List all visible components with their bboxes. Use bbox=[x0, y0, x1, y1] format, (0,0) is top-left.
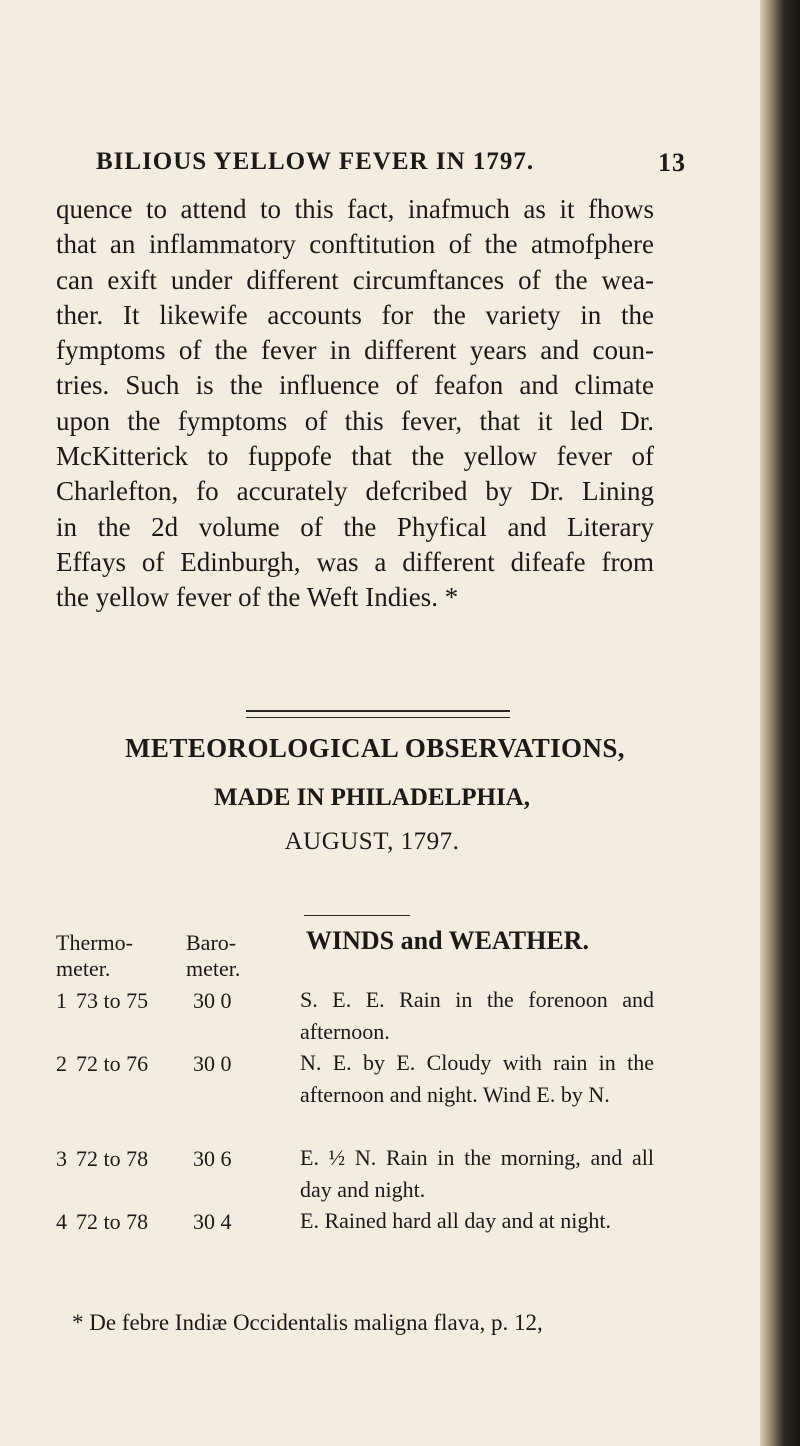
barometer-column-header bbox=[186, 930, 240, 982]
table-row-day: 3 bbox=[56, 1146, 67, 1171]
table-row-thermometer: 72 to 78 bbox=[76, 1209, 149, 1234]
body-line: in the 2d volume of the Phyfical and Literary bbox=[56, 511, 654, 542]
running-title: BILIOUS YELLOW FEVER IN 1797. bbox=[96, 148, 535, 175]
body-line: can exift under different circumftances of the wea- bbox=[56, 264, 654, 295]
table-row-barometer: 30 0 bbox=[193, 1051, 232, 1076]
table-row-day: 2 bbox=[56, 1051, 67, 1076]
table-row-winds: S. E. E. Rain in the forenoon and afternoon. bbox=[300, 987, 654, 1044]
thermometer-column-header bbox=[56, 930, 133, 982]
table-row-day: 1 bbox=[56, 988, 67, 1013]
table-row-thermometer: 72 to 76 bbox=[76, 1051, 149, 1076]
table-row-barometer: 30 4 bbox=[193, 1209, 232, 1234]
table-row-winds: E. Rained hard all day and at night. bbox=[300, 1208, 611, 1233]
section-subtitle: MADE IN PHILADELPHIA, bbox=[214, 784, 530, 811]
body-line: the yellow fever of the Weft Indies. * bbox=[56, 582, 459, 613]
table-row-day: 4 bbox=[56, 1209, 67, 1234]
body-line: Effays of Edinburgh, was a different difeafe from bbox=[56, 546, 654, 577]
body-line: ther. It likewife accounts for the variety in the bbox=[56, 299, 654, 330]
body-line: tries. Such is the influence of feafon and climate bbox=[56, 370, 654, 401]
body-line: quence to attend to this fact, inafmuch as it fhows bbox=[56, 194, 654, 224]
thermometer-header-line2: meter. bbox=[56, 956, 111, 981]
page-number: 13 bbox=[658, 148, 686, 177]
table-row-barometer: 30 6 bbox=[193, 1146, 232, 1171]
table-row-winds: N. E. by E. Cloudy with rain in the afternoon and night. Wind E. by N. bbox=[300, 1050, 654, 1107]
table-row-thermometer: 72 to 78 bbox=[76, 1146, 149, 1171]
body-line: that an inflammatory conftitution of the atmofphere bbox=[56, 229, 654, 260]
body-line: Charlefton, fo accurately defcribed by Dr. Lining bbox=[56, 476, 654, 507]
section-date: AUGUST, 1797. bbox=[284, 828, 460, 855]
footnote: * De febre Indiæ Occidentalis maligna flava, p. 12, bbox=[72, 1310, 543, 1335]
table-row-winds: E. ½ N. Rain in the morning, and all day and night. bbox=[300, 1145, 654, 1202]
section-title: METEOROLOGICAL OBSERVATIONS, bbox=[125, 733, 625, 763]
body-line: upon the fymptoms of this fever, that it led Dr. bbox=[56, 405, 654, 436]
barometer-header-line2: meter. bbox=[186, 956, 241, 981]
table-row-barometer: 30 0 bbox=[193, 988, 232, 1013]
winds-column-header: WINDS and WEATHER. bbox=[306, 926, 589, 955]
body-line: McKitterick to fuppofe that the yellow fever of bbox=[56, 441, 654, 472]
thermometer-header-line1: Thermo- bbox=[56, 930, 133, 955]
table-row-thermometer: 73 to 75 bbox=[76, 988, 149, 1013]
body-line: fymptoms of the fever in different years and coun- bbox=[56, 335, 654, 366]
barometer-header-line1: Baro- bbox=[186, 930, 237, 955]
